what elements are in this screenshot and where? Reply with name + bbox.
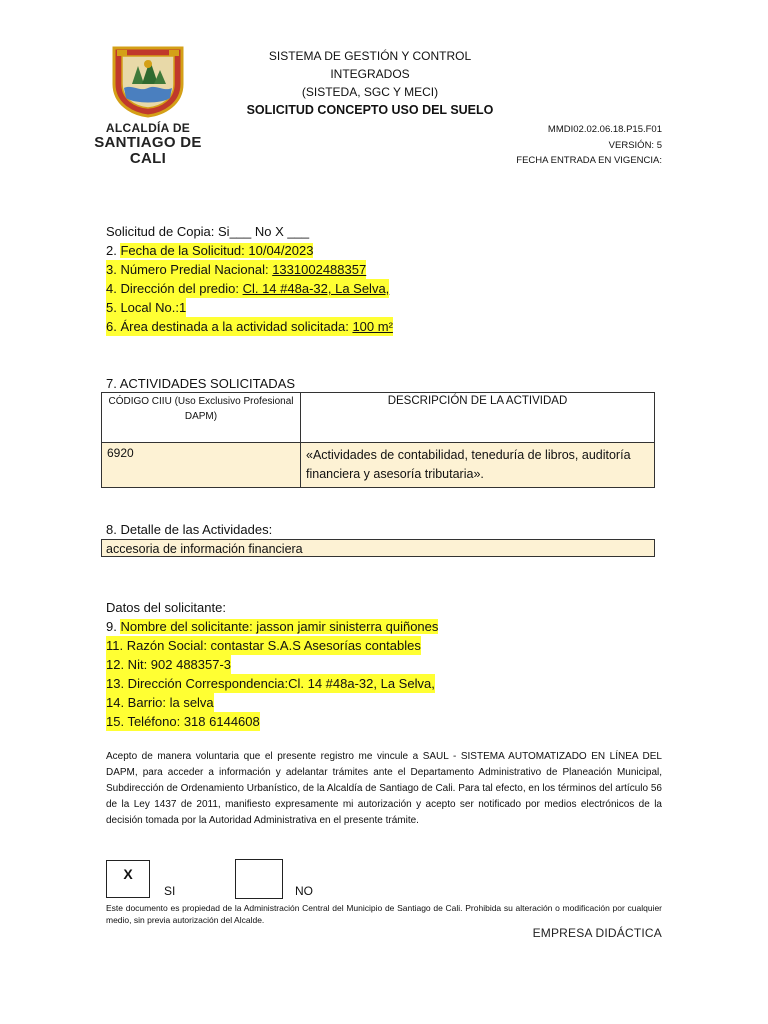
area-field (106, 317, 393, 336)
logo (82, 44, 214, 167)
detalle-value: accesoria de información financiera (101, 539, 655, 557)
header-line-3: (SISTEDA, SGC Y MECI) (301, 85, 439, 99)
si-checkbox[interactable]: X (106, 860, 150, 898)
no-checkbox[interactable] (235, 859, 283, 899)
area-value: 100 m² (352, 319, 393, 334)
table-header-row (102, 393, 655, 443)
document-header (230, 47, 510, 119)
footer-disclaimer: Este documento es propiedad de la Administración Central del Municipio de Santiago de Cali. Prohibida su alteración o modificación por cualquier medio, sin previa autorización del Alcalde. (106, 903, 662, 925)
coat-of-arms-icon (108, 44, 188, 118)
barrio-field: 14. Barrio: la selva (106, 695, 214, 710)
fecha-number: 2. (106, 243, 121, 258)
predial-field (106, 260, 366, 279)
empresa-label: EMPRESA DIDÁCTICA (532, 926, 662, 940)
document-code: MMDI02.02.06.18.P15.F01 (547, 124, 662, 135)
fecha-value: Fecha de la Solicitud: 10/04/2023 (120, 243, 314, 258)
no-label: NO (295, 884, 313, 898)
area-label: 6. Área destinada a la actividad solicitada: (106, 319, 353, 334)
direccion-predio-label: 4. Dirección del predio: (106, 281, 243, 296)
nombre-field (106, 617, 438, 636)
logo-line-2: SANTIAGO DE CALI (94, 134, 202, 167)
table-row (102, 443, 655, 488)
nombre-value: Nombre del solicitante: jasson jamir sinisterra quiñones (120, 619, 439, 634)
direccion-correspondencia-field: 13. Dirección Correspondencia:Cl. 14 #48a-32, La Selva, (106, 676, 435, 691)
si-label: SI (164, 884, 176, 898)
actividad-description: «Actividades de contabilidad, teneduría de libros, auditoría financiera y asesoría tributaria». (301, 443, 655, 488)
direccion-predio-field (106, 279, 389, 298)
razon-social-field: 11. Razón Social: contastar S.A.S Asesorías contables (106, 638, 421, 653)
telefono-field: 15. Teléfono: 318 6144608 (106, 714, 260, 729)
nombre-number: 9. (106, 619, 121, 634)
logo-line-1: ALCALDÍA DE (105, 121, 191, 135)
nit-field: 12. Nit: 902 488357-3 (106, 657, 232, 672)
actividades-title: 7. ACTIVIDADES SOLICITADAS (106, 376, 296, 391)
ciiu-code: 6920 (102, 443, 301, 488)
document-title: SOLICITUD CONCEPTO USO DEL SUELO (246, 103, 494, 117)
solicitante-title: Datos del solicitante: (106, 600, 226, 615)
col-descripcion-header: DESCRIPCIÓN DE LA ACTIVIDAD (301, 393, 655, 443)
direccion-predio-value: Cl. 14 #48a-32, La Selva, (242, 281, 390, 296)
consent-text: Acepto de manera voluntaria que el presente registro me vincule a SAUL - SISTEMA AUTOMATIZADO EN LÍNEA DEL DAPM, para acceder a información y adelantar trámites ante el Departamento Administrativo de Planeación Municipal, Subdirección de Ordenamiento Urbanístico, de la Alcaldía de Santiago de Cali. Para tal efecto, en los términos del artículo 56 de la Ley 1437 de 2011, manifiesto expresamente mi autorización y acepto ser notificado por medios electrónicos de la decisión tomada por la Autoridad Administrativa en el presente trámite. (106, 751, 662, 826)
col-codigo-header: CÓDIGO CIIU (Uso Exclusivo Profesional DAPM) (102, 393, 301, 443)
detalle-title: 8. Detalle de las Actividades: (106, 522, 273, 537)
document-effective-date: FECHA ENTRADA EN VIGENCIA: (516, 155, 662, 166)
predial-value: 1331002488357 (272, 262, 367, 277)
predial-label: 3. Número Predial Nacional: (106, 262, 273, 277)
fecha-field (106, 241, 313, 260)
header-line-2: INTEGRADOS (330, 67, 410, 81)
local-field: 5. Local No.:1 (106, 300, 187, 315)
header-line-1: SISTEMA DE GESTIÓN Y CONTROL (268, 49, 472, 63)
copia-field: Solicitud de Copia: Si___ No X ___ (106, 224, 310, 239)
actividades-table (101, 392, 655, 488)
document-meta (516, 122, 662, 169)
document-version: VERSIÓN: 5 (608, 139, 662, 151)
